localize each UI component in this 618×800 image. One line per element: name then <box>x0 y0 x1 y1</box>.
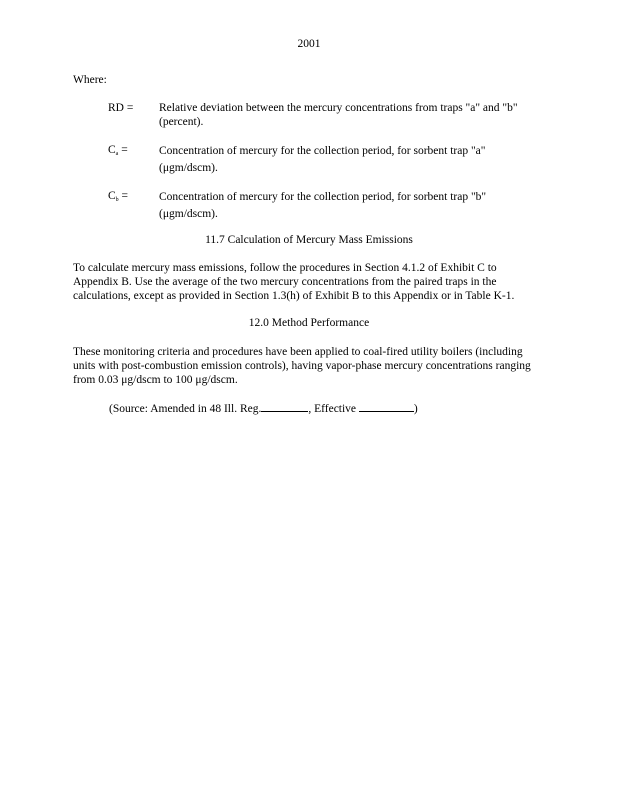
symbol-base-cb: C <box>108 190 116 202</box>
definition-description-ca: Concentration of mercury for the collection period, for sorbent trap "a" (μgm/dscm). <box>159 145 486 174</box>
source-middle: , Effective <box>308 403 359 415</box>
source-suffix: ) <box>413 403 418 415</box>
section-heading-12-0: 12.0 Method Performance <box>248 317 370 329</box>
symbol-base-ca: C <box>108 144 116 156</box>
register-blank-line <box>261 400 308 412</box>
symbol-equals-cb: = <box>118 190 129 202</box>
definition-symbol-ca <box>108 143 158 161</box>
effective-blank-line <box>359 400 414 412</box>
section-paragraph-12-0: These monitoring criteria and procedures have been applied to coal-fired utility boilers (including units with post-combustion emission controls), having vapor-phase mercury concentrations ranging from 0.03 μg/dscm to 100 μg/dscm. <box>73 346 531 386</box>
source-note <box>109 400 418 416</box>
definition-description-cb: Concentration of mercury for the collection period, for sorbent trap "b" (μgm/dscm). <box>159 191 487 220</box>
symbol-equals-ca: = <box>118 144 128 156</box>
definition-symbol-cb <box>108 189 158 207</box>
page-number: 2001 <box>297 38 321 50</box>
section-paragraph-11-7: To calculate mercury mass emissions, follow the procedures in Section 4.1.2 of Exhibit C to Appendix B. Use the average of the two mercury concentrations from the paired traps in the calculations, except as provided in Section 1.3(h) of Exhibit B to this Appendix or in Table K-1. <box>73 262 515 302</box>
section-heading-11-7: 11.7 Calculation of Mercury Mass Emissions <box>205 234 413 246</box>
source-prefix: (Source: Amended in 48 Ill. Reg. <box>109 403 262 415</box>
definition-symbol-rd: RD = <box>108 102 134 114</box>
definition-description-rd: Relative deviation between the mercury concentrations from traps "a" and "b" (percent). <box>159 102 518 128</box>
symbol-subscript-cb: b <box>115 197 119 203</box>
symbol-subscript-ca: a <box>115 151 119 157</box>
where-label: Where: <box>73 74 107 86</box>
